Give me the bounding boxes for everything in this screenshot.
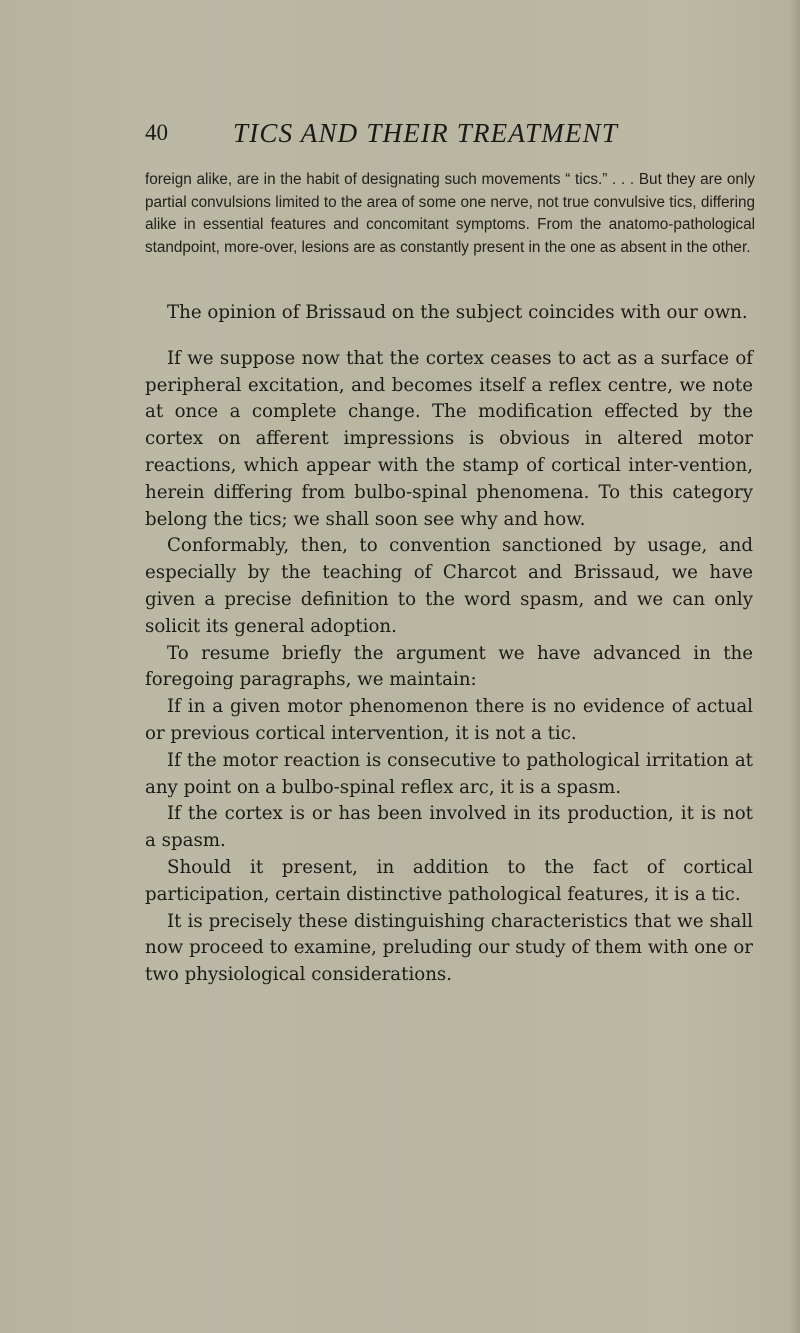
quoted-passage: [145, 169, 755, 259]
paragraph-opinion: The opinion of Brissaud on the subject coincides with our own.: [167, 302, 748, 323]
paragraph-tic: Should it present, in addition to the fact of cortical participation, certain distinctive pathological features, it is a tic.: [145, 856, 753, 905]
paragraph-spasm: If the motor reaction is consecutive to pathological irritation at any point on a bulbo-spinal reflex arc, it is a spasm.: [145, 749, 753, 798]
paragraph-definition: Conformably, then, to convention sanctioned by usage, and especially by the teaching of Charcot and Brissaud, we have given a precise definition to the word spasm, and we can only solicit its general adoption.: [145, 535, 753, 637]
quote-paragraph: foreign alike, are in the habit of designating such movements “ tics.” . . . But they are only partial convulsions limited to the area of some one nerve, not true convulsive tics, differing alike in essential features and concomitant symptoms. From the anatomo-pathological standpoint, more-over, lesions are as constantly present in the one as absent in the other.: [145, 171, 755, 256]
page-header: [145, 118, 745, 152]
page-edge-shadow: [790, 0, 800, 1333]
paragraph-not-tic: If in a given motor phenomenon there is no evidence of actual or previous cortical intervention, it is not a tic.: [145, 696, 753, 744]
running-head: TICS AND THEIR TREATMENT: [233, 118, 619, 148]
paragraph-reflex-centre: If we suppose now that the cortex ceases to act as a surface of peripheral excitation, and becomes itself a reflex centre, we note at once a complete change. The modification effected by the cortex on afferent impressions is obvious in altered motor reactions, which appear with the stamp of cortical inter-vention, herein differing from bulbo-spinal phenomena. To this category belong the tics; we shall soon see why and how.: [145, 347, 753, 530]
paragraph-not-spasm: If the cortex is or has been involved in its production, it is not a spasm.: [145, 803, 753, 852]
body-text: [145, 300, 753, 989]
paragraph-summary: To resume briefly the argument we have advanced in the foregoing paragraphs, we maintain:: [145, 642, 753, 691]
page-number: 40: [145, 120, 168, 145]
paragraph-conclusion: It is precisely these distinguishing characteristics that we shall now proceed to examine, preluding our study of them with one or two physiological considerations.: [145, 910, 753, 986]
